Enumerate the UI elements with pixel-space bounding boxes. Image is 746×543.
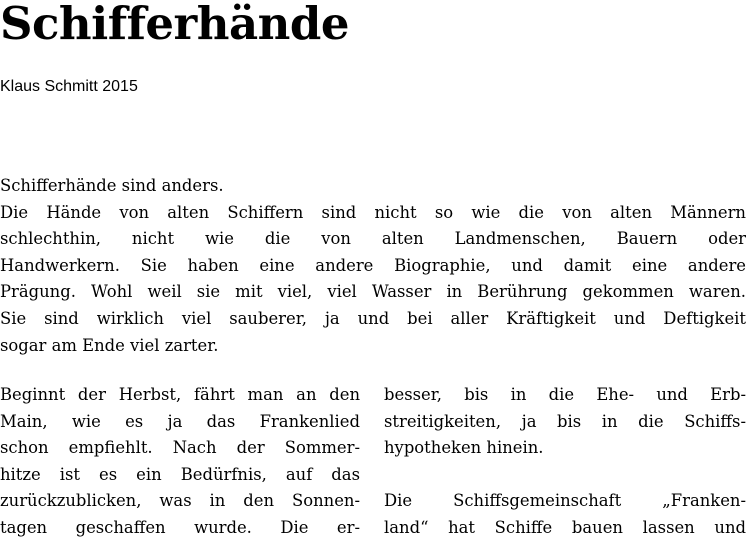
right-column-line: besser, bis in die Ehe- und Erb- bbox=[384, 385, 746, 404]
right-column-line: Die Schiffsgemeinschaft „Franken- bbox=[384, 491, 746, 511]
intro-line: sogar am Ende viel zarter. bbox=[0, 335, 219, 355]
intro-line: Schifferhände sind anders. bbox=[0, 176, 224, 195]
intro-paragraph bbox=[0, 173, 746, 359]
left-column-line: hitze ist es ein Bedürfnis, auf das bbox=[0, 464, 360, 484]
intro-line: Prägung. Wohl weil sie mit viel, viel Wasser in Berührung gekommen waren. bbox=[0, 282, 746, 302]
right-column-line: streitigkeiten, ja bis in die Schiffs- bbox=[384, 411, 746, 431]
right-column-line: land“ hat Schiffe bauen lassen und bbox=[384, 517, 746, 537]
left-column-line: schon empfiehlt. Nach der Sommer- bbox=[0, 438, 360, 458]
intro-line: schlechthin, nicht wie die von alten Landmenschen, Bauern oder bbox=[0, 229, 746, 249]
intro-line: Handwerkern. Sie haben eine andere Biographie, und damit eine andere bbox=[0, 255, 746, 275]
intro-line: Sie sind wirklich viel sauberer, ja und bei aller Kräftigkeit und Deftigkeit bbox=[0, 308, 746, 328]
left-column-line: tagen geschaffen wurde. Die er- bbox=[0, 517, 360, 537]
left-column bbox=[0, 382, 360, 542]
right-column bbox=[384, 382, 746, 542]
right-column-line: hypotheken hinein. bbox=[384, 438, 544, 458]
document-title: Schifferhände bbox=[0, 0, 349, 50]
author-line: Klaus Schmitt 2015 bbox=[0, 78, 138, 95]
left-column-line: Main, wie es ja das Frankenlied bbox=[0, 411, 360, 431]
left-column-line: Beginnt der Herbst, fährt man an den bbox=[0, 385, 360, 404]
intro-line: Die Hände von alten Schiffern sind nicht so wie die von alten Männern bbox=[0, 202, 746, 222]
left-column-line: zurückzublicken, was in den Sonnen- bbox=[0, 491, 360, 511]
paragraph-gap bbox=[384, 462, 746, 489]
